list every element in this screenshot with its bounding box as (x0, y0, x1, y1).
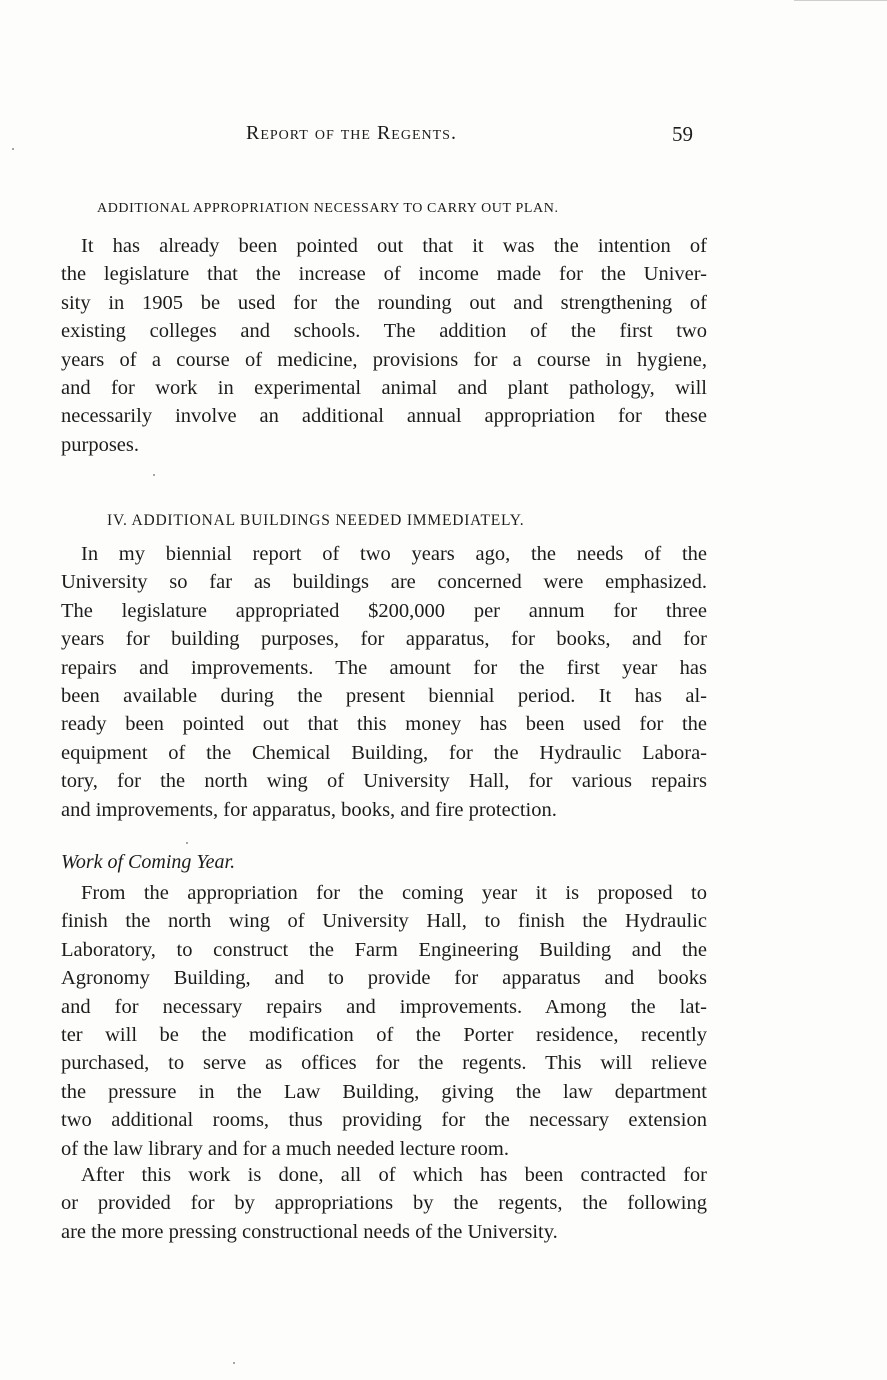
page-edge-line (794, 0, 887, 1)
paragraph-line: Laboratory, to construct the Farm Engineering Building and the (61, 938, 707, 961)
paragraph-line: two additional rooms, thus providing for the necessary extension (61, 1109, 707, 1132)
section-heading-buildings: IV. ADDITIONAL BUILDINGS NEEDED IMMEDIATELY. (107, 512, 525, 529)
paragraph-buildings (61, 540, 707, 824)
paragraph-line: It has already been pointed out that it was the intention of (81, 235, 707, 257)
paragraph-line: purchased, to serve as offices for the regents. This will relieve (61, 1052, 707, 1075)
subheading-coming-year: Work of Coming Year. (61, 851, 236, 873)
paragraph-line: and for work in experimental animal and plant pathology, will (61, 376, 707, 399)
paragraph-line: the legislature that the increase of income made for the Univer- (61, 263, 707, 286)
paragraph-appropriation (61, 232, 707, 459)
paragraph-line: necessarily involve an additional annual appropriation for these (61, 405, 707, 428)
paragraph-line: University so far as buildings are concerned were emphasized. (61, 571, 707, 594)
scan-speck (12, 148, 14, 150)
paragraph-line: existing colleges and schools. The addition of the first two (61, 320, 707, 343)
scan-speck (186, 842, 188, 844)
paragraph-line: years for building purposes, for apparatus, for books, and for (61, 628, 707, 651)
paragraph-line: are the more pressing constructional needs of the University. (61, 1220, 558, 1243)
section-heading-appropriation: ADDITIONAL APPROPRIATION NECESSARY TO CARRY OUT PLAN. (97, 201, 559, 216)
paragraph-line: ter will be the modification of the Porter residence, recently (61, 1023, 707, 1046)
scan-speck (153, 474, 155, 476)
running-head: Report of the Regents. (246, 122, 457, 144)
paragraph-line: sity in 1905 be used for the rounding out and strengthening of (61, 291, 707, 314)
paragraph-line: years of a course of medicine, provisions for a course in hygiene, (61, 348, 707, 371)
paragraph-line: equipment of the Chemical Building, for the Hydraulic Labora- (61, 741, 707, 764)
paragraph-line: been available during the present biennial period. It has al- (61, 684, 707, 707)
paragraph-coming-year (61, 879, 707, 1163)
paragraph-line: In my biennial report of two years ago, the needs of the (81, 543, 707, 565)
scan-speck (233, 1362, 235, 1364)
paragraph-closing (61, 1161, 707, 1246)
paragraph-line: the pressure in the Law Building, giving the law department (61, 1080, 707, 1103)
paragraph-line: or provided for by appropriations by the regents, the following (61, 1192, 707, 1215)
paragraph-line: From the appropriation for the coming year it is proposed to (81, 882, 707, 904)
paragraph-line: finish the north wing of University Hall, to finish the Hydraulic (61, 910, 707, 933)
page-number: 59 (672, 122, 693, 146)
paragraph-line: The legislature appropriated $200,000 per annum for three (61, 599, 707, 622)
paragraph-line: ready been pointed out that this money has been used for the (61, 713, 707, 736)
paragraph-line: After this work is done, all of which has been contracted for (81, 1164, 707, 1186)
paragraph-line: repairs and improvements. The amount for the first year has (61, 656, 707, 679)
paragraph-line: and improvements, for apparatus, books, and fire protection. (61, 798, 557, 821)
paragraph-line: purposes. (61, 433, 140, 456)
paragraph-line: Agronomy Building, and to provide for apparatus and books (61, 967, 707, 990)
paragraph-line: tory, for the north wing of University Hall, for various repairs (61, 770, 707, 793)
paragraph-line: and for necessary repairs and improvements. Among the lat- (61, 995, 707, 1018)
paragraph-line: of the law library and for a much needed lecture room. (61, 1137, 509, 1160)
